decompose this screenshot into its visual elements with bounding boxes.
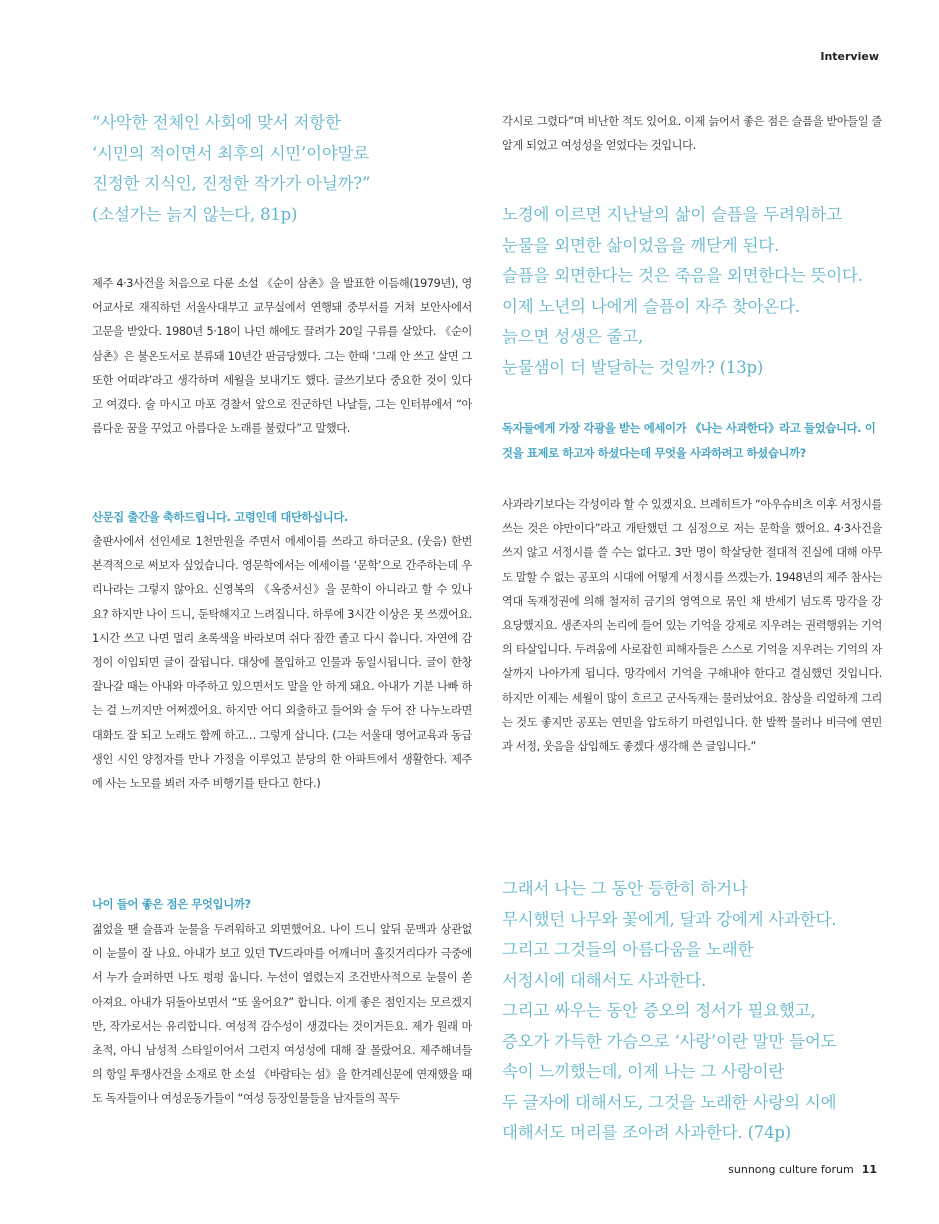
section-label: Interview <box>820 50 879 63</box>
quote-line: 두 글자에 대해서도, 그것을 노래한 사랑의 시에 <box>502 1092 837 1112</box>
continued-paragraph: 각시로 그렸다”며 비난한 적도 있어요. 이제 늙어서 좋은 점은 슬픔을 받아들일 줄 알게 되었고 여성성을 얻었다는 것입니다. <box>502 115 882 153</box>
answer-paragraph: 출판사에서 선인세로 1천만원을 주면서 에세이를 쓰라고 하더군요. (웃음) 한번 본격적으로 써보자 싶었습니다. 영문학에서는 에세이를 ‘문학’으로 간주하는데 우리나라는 그렇지 않아요. 신영복의 《옥중서신》을 문학이 아니라고 할 수 있나요? 하지만 나이 드니, 둔탁해지고 느려집니다. 하루에 3시간 이상은 못 쓰겠어요. 1시간 쓰고 나면 멀리 초록색을 바라보며 쉬다 잠깐 졸고 다시 씁니다. 자연에 감정이 이입되면 글이 잘됩니다. 대상에 몰입하고 인물과 동일시됩니다. 글이 한창 잘나갈 때는 아내와 마주하고 있으면서도 말을 안 하게 돼요. 아내가 기분 나빠 하는 걸 느끼지만 어쩌겠어요. 하지만 어디 외출하고 들어와 술 두어 잔 나누노라면 대화도 잘 되고 노래도 함께 하고… 그렇게 삽니다. (그는 서울대 영어교육과 동급생인 시인 양정자를 만나 가정을 이루었고 분당의 한 아파트에서 생활한다. 제주에 사는 노모를 뵈러 자주 비행기를 탄다고 한다.) <box>92 535 472 791</box>
quote-line: “사악한 전체인 사회에 맞서 저항한 <box>92 113 341 132</box>
quote-line: 그리고 싸우는 동안 증오의 정서가 필요했고, <box>502 1001 816 1020</box>
page-footer <box>728 1163 877 1176</box>
quote-line: 그리고 그것들의 아름다움을 노래한 <box>502 940 754 959</box>
quote-line: 대해서도 머리를 조아려 사과한다. (74p) <box>502 1123 792 1142</box>
quote-line: ‘시민의 적이면서 최후의 시민’이야말로 <box>92 143 370 163</box>
quote-line: 늙으면 성생은 줄고, <box>502 327 644 346</box>
quote-line: 눈물을 외면한 삶이었음을 깨닫게 된다. <box>502 235 780 255</box>
quote-line: 이제 노년의 나에게 슬픔이 자주 찾아온다. <box>502 296 800 316</box>
pull-quote-3 <box>502 874 836 1149</box>
intro-paragraph: 제주 4·3사건을 처음으로 다룬 소설 《순이 삼촌》을 발표한 이듬해(1979년), 영어교사로 재직하던 서울사대부고 교무실에서 연행돼 중부서를 거쳐 보안사에서 고문을 받았다. 1980년 5·18이 나던 해에도 끌려가 20일 구류를 살았다. 《순이 삼촌》은 불온도서로 분류돼 10년간 판금당했다. 그는 한때 ‘그래 안 쓰고 살면 그 또한 어떠랴’라고 생각하며 세월을 보내기도 했다. 글쓰기보다 중요한 것이 있다고 여겼다. 술 마시고 마포 경찰서 앞으로 진군하던 나날들, 그는 인터뷰에서 “아름다운 꿈을 꾸었고 아름다운 노래를 불렀다”고 말했다. <box>92 277 472 436</box>
pull-quote-1 <box>92 108 370 230</box>
question-heading: 산문집 출간을 축하드립니다. 고령인데 대단하십니다. <box>92 511 348 524</box>
quote-line: (소설가는 늙지 않는다, 81p) <box>92 204 298 224</box>
quote-line: 노경에 이르면 지난날의 삶이 슬픔을 두려워하고 <box>502 205 843 224</box>
publication-name: sunnong culture forum <box>728 1163 854 1176</box>
answer-paragraph: 사과라기보다는 각성이라 할 수 있겠지요. 브레히트가 “아우슈비츠 이후 서정시를 쓰는 것은 야만이다”라고 개탄했던 그 심정으로 저는 문학을 했어요. 4·3사건을 쓰지 않고 서정시를 쓸 수는 없다고. 3만 명이 학살당한 절대적 진실에 대해 아무도 말할 수 없는 공포의 시대에 어떻게 서정시를 쓰겠는가. 1948년의 제주 참사는 역대 독재정권에 의해 철저히 금기의 영역으로 묶인 채 반세기 넘도록 망각을 강요당했지요. 생존자의 논리에 들어 있는 기억을 강제로 지우려는 권력행위는 기억의 타살입니다. 두려움에 사로잡힌 피해자들은 스스로 기억을 지우려는 기억의 자살까지 나아가게 됩니다. 망각에서 기억을 구해내야 한다고 결심했던 것입니다. 하지만 이제는 세월이 많이 흐르고 군사독재는 물러났어요. 참상을 리얼하게 그리는 것도 좋지만 공포는 연민을 압도하기 마련입니다. 한 발짝 물러나 비극에 연민과 서정, 웃음을 삽입해도 좋겠다 생각해 쓴 글입니다.” <box>502 498 882 754</box>
quote-line: 진정한 지식인, 진정한 작가가 아닐까?” <box>92 174 371 193</box>
quote-line: 서정시에 대해서도 사과한다. <box>502 970 707 990</box>
question-heading: 나이 들어 좋은 점은 무엇입니까? <box>92 898 251 911</box>
quote-line: 그래서 나는 그 동안 등한히 하거나 <box>502 879 748 898</box>
quote-line: 슬픔을 외면한다는 것은 죽음을 외면한다는 뜻이다. <box>502 266 863 285</box>
quote-line: 무시했던 나무와 꽃에게, 달과 강에게 사과한다. <box>502 909 837 929</box>
answer-paragraph: 젊었을 땐 슬픔과 눈물을 두려워하고 외면했어요. 나이 드니 앞뒤 문맥과 상관없이 눈물이 잘 나요. 아내가 보고 있던 TV드라마를 어깨너머 흘깃거리다가 극중에서 누가 슬퍼하면 나도 펑펑 웁니다. 누선이 열렸는지 조건반사적으로 눈물이 쏟아져요. 아내가 뒤돌아보면서 “또 울어요?” 합니다. 이게 좋은 점인지는 모르겠지만, 작가로서는 유리합니다. 여성적 감수성이 생겼다는 것이거든요. 제가 원래 마초적, 아니 남성적 스타일이어서 그런지 여성성에 대해 잘 몰랐어요. 제주해녀들의 항일 투쟁사건을 소재로 한 소설 《바람타는 섬》을 한겨레신문에 연재했을 때도 독자들이나 여성운동가들이 “여성 등장인물들을 남자들의 꼭두 <box>92 923 472 1106</box>
question-heading: 독자들에게 가장 각광을 받는 에세이가 《나는 사과한다》라고 들었습니다. 이것을 표제로 하고자 하셨다는데 무엇을 사과하려고 하셨습니까? <box>502 422 876 460</box>
pull-quote-2 <box>502 200 863 383</box>
quote-line: 증오가 가득한 가슴으로 ‘사랑’이란 말만 들어도 <box>502 1031 837 1051</box>
quote-line: 눈물샘이 더 발달하는 것일까? (13p) <box>502 357 764 377</box>
page-number: 11 <box>861 1163 877 1176</box>
quote-line: 속이 느끼했는데, 이제 나는 그 사랑이란 <box>502 1062 785 1081</box>
